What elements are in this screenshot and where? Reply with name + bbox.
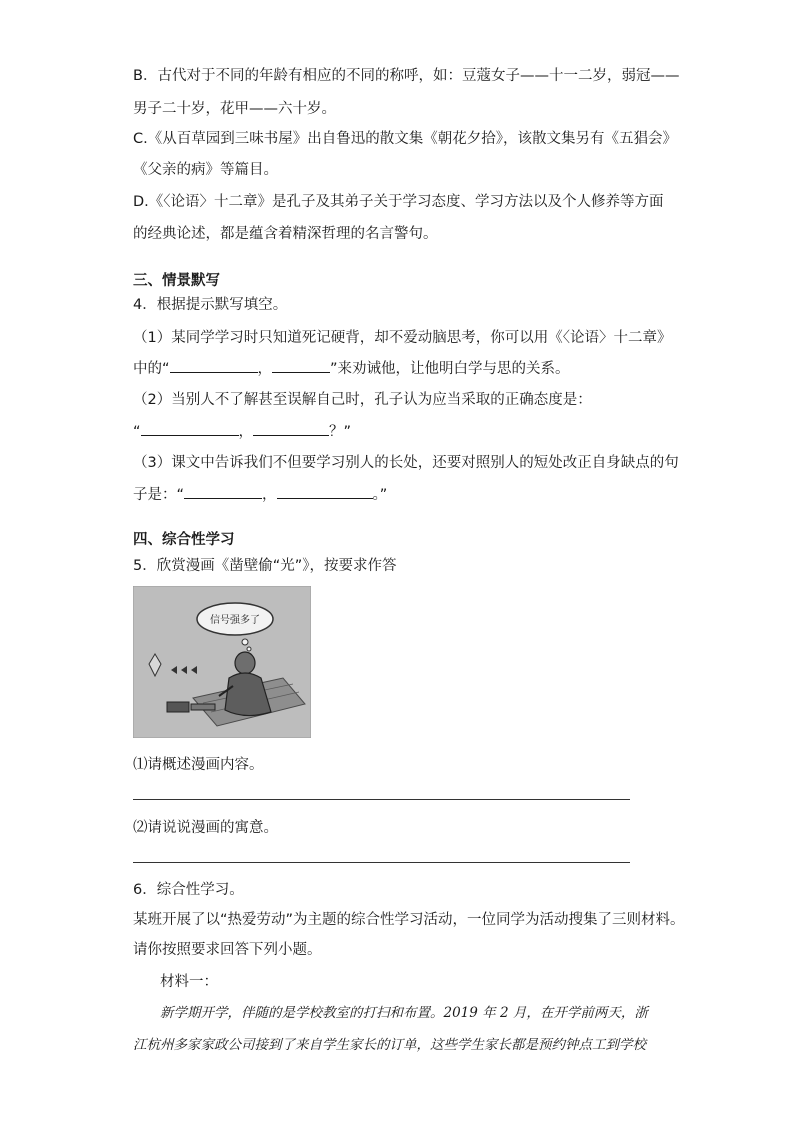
q4-part3-suffix: 。” bbox=[372, 487, 388, 503]
q5-answer-line-2[interactable] bbox=[133, 862, 630, 863]
q4-part3-line2 bbox=[133, 484, 387, 505]
q4-part2-prefix: “ bbox=[133, 424, 141, 440]
q4-part2-line1: （2）当别人不了解甚至误解自己时，孔子认为应当采取的正确态度是： bbox=[133, 392, 592, 408]
q4-part3-blank-b[interactable] bbox=[277, 484, 373, 499]
section4-heading: 四、综合性学习 bbox=[133, 532, 235, 548]
q6-intro-line2: 请你按照要求回答下列小题。 bbox=[133, 942, 322, 958]
material-line1: 新学期开学，伴随的是学校教室的打扫和布置。2019 年 2 月，在开学前两天，浙 bbox=[160, 1005, 648, 1021]
q4-part3-comma: ， bbox=[262, 487, 277, 503]
q4-part1-suffix: ”来劝诫他，让他明白学与思的关系。 bbox=[330, 361, 570, 377]
q4-part3-line1: （3）课文中告诉我们不但要学习别人的长处，还要对照别人的短处改正自身缺点的句 bbox=[133, 455, 679, 471]
option-c-line1: C.《从百草园到三味书屋》出自鲁迅的散文集《朝花夕拾》，该散文集另有《五猖会》 bbox=[133, 131, 677, 147]
q5-title: 5．欣赏漫画《凿壁偷“光”》，按要求作答 bbox=[133, 558, 397, 574]
q5-subquestion-1: ⑴请概述漫画内容。 bbox=[133, 757, 264, 773]
q4-part1-comma: ， bbox=[257, 361, 273, 377]
material-line2: 江杭州多家家政公司接到了来自学生家长的订单，这些学生家长都是预约钟点工到学校 bbox=[133, 1037, 646, 1053]
q4-title: 4．根据提示默写填空。 bbox=[133, 297, 288, 313]
q6-intro-line1: 某班开展了以“热爱劳动”为主题的综合性学习活动，一位同学为活动搜集了三则材料。 bbox=[133, 912, 685, 928]
q6-title: 6．综合性学习。 bbox=[133, 882, 244, 898]
option-b-line2: 男子二十岁，花甲——六十岁。 bbox=[133, 101, 336, 117]
q5-answer-line-1[interactable] bbox=[133, 799, 630, 800]
q4-part1-prefix: 中的“ bbox=[133, 361, 170, 377]
q4-part3-blank-a[interactable] bbox=[184, 484, 262, 499]
cartoon-image bbox=[133, 586, 311, 738]
q4-part2-comma: ， bbox=[238, 424, 254, 440]
option-d-line2: 的经典论述，都是蕴含着精深哲理的名言警句。 bbox=[133, 226, 438, 242]
q4-part2-blank-b[interactable] bbox=[253, 421, 329, 436]
q4-part2-suffix: ？” bbox=[329, 424, 352, 440]
q4-part1-blank-b[interactable] bbox=[272, 358, 330, 373]
option-b-line1: B．古代对于不同的年龄有相应的不同的称呼，如：豆蔻女子——十一二岁，弱冠—— bbox=[133, 68, 680, 84]
q4-part2-blank-a[interactable] bbox=[141, 421, 239, 436]
q4-part1-line2 bbox=[133, 358, 570, 379]
cartoon-bubble-text: 信号强多了 bbox=[210, 615, 260, 626]
option-d-line1: D.《〈论语〉十二章》是孔子及其弟子关于学习态度、学习方法以及个人修养等方面 bbox=[133, 194, 664, 210]
q5-subquestion-2: ⑵请说说漫画的寓意。 bbox=[133, 820, 278, 836]
section3-heading: 三、情景默写 bbox=[133, 273, 220, 289]
q4-part1-line1: （1）某同学学习时只知道死记硬背，却不爱动脑思考，你可以用《〈论语〉十二章》 bbox=[133, 330, 672, 346]
option-c-line2: 《父亲的病》等篇目。 bbox=[133, 162, 278, 178]
q4-part1-blank-a[interactable] bbox=[170, 358, 258, 373]
material-label: 材料一： bbox=[160, 974, 218, 990]
q4-part3-prefix: 子是：“ bbox=[133, 487, 185, 503]
q4-part2-line2 bbox=[133, 421, 351, 442]
